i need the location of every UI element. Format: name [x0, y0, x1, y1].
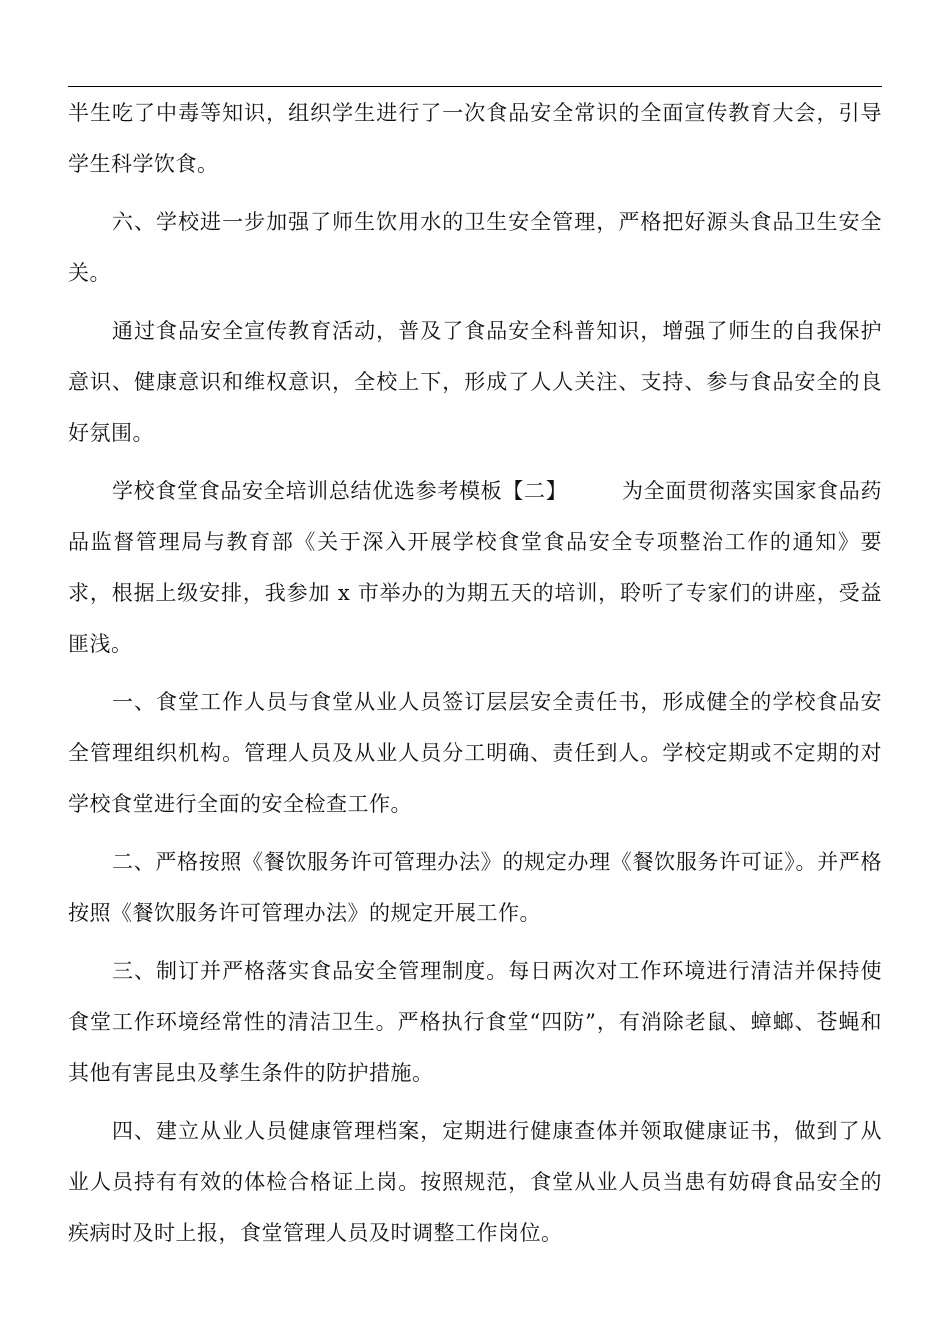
paragraph-template-two-intro: 学校食堂食品安全培训总结优选参考模板【二】 为全面贯彻落实国家食品药品监督管理局与教育部《关于深入开展学校食堂食品安全专项整治工作的通知》要求，根据上级安排，我参加 x 市举办的为期五天的培训，聆听了专家们的讲座，受益匪浅。: [68, 479, 882, 656]
paragraph-item-two: 二、严格按照《餐饮服务许可管理办法》的规定办理《餐饮服务许可证》。并严格按照《餐饮服务许可管理办法》的规定开展工作。: [68, 850, 882, 925]
document-body: [68, 88, 882, 1266]
header-rule: [68, 86, 882, 87]
paragraph-item-three: 三、制订并严格落实食品安全管理制度。每日两次对工作环境进行清洁并保持使食堂工作环境经常性的清洁卫生。严格执行食堂“四防”，有消除老鼠、蟑螂、苍蝇和其他有害昆虫及孳生条件的防护措施。: [68, 959, 882, 1085]
paragraph-summary: 通过食品安全宣传教育活动，普及了食品安全科普知识，增强了师生的自我保护意识、健康意识和维权意识，全校上下，形成了人人关注、支持、参与食品安全的良好氛围。: [68, 319, 882, 445]
paragraph-item-one: 一、食堂工作人员与食堂从业人员签订层层安全责任书，形成健全的学校食品安全管理组织机构。管理人员及从业人员分工明确、责任到人。学校定期或不定期的对学校食堂进行全面的安全检查工作。: [68, 690, 882, 816]
paragraph-item-four: 四、建立从业人员健康管理档案，定期进行健康查体并领取健康证书，做到了从业人员持有有效的体检合格证上岗。按照规范，食堂从业人员当患有妨碍食品安全的疾病时及时上报，食堂管理人员及时调整工作岗位。: [68, 1119, 882, 1245]
paragraph-item-six: 六、学校进一步加强了师生饮用水的卫生安全管理，严格把好源头食品卫生安全关。: [68, 210, 882, 285]
paragraph-continuation: 半生吃了中毒等知识，组织学生进行了一次食品安全常识的全面宣传教育大会，引导学生科学饮食。: [68, 101, 882, 176]
